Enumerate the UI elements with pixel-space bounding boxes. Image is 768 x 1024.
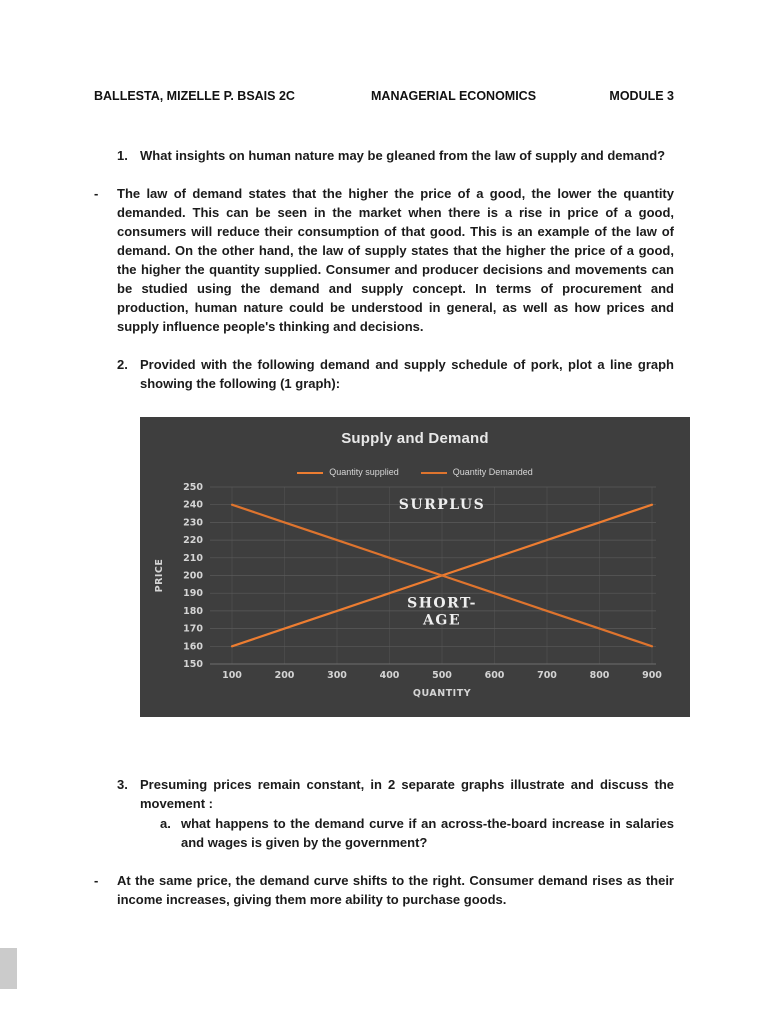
y-axis-title: PRICE	[154, 558, 165, 593]
legend-label-supplied: Quantity supplied	[329, 467, 399, 477]
y-tick-label: 190	[183, 588, 203, 600]
question-3	[94, 775, 674, 813]
answer-1	[94, 184, 674, 336]
question-2	[94, 355, 674, 393]
x-tick-label: 200	[274, 670, 295, 681]
header-subject: MANAGERIAL ECONOMICS	[371, 89, 537, 103]
page-edge-artifact	[0, 948, 17, 989]
y-tick-label: 170	[183, 623, 203, 635]
x-tick-label: 300	[327, 670, 347, 681]
y-tick-label: 200	[183, 570, 203, 582]
answer-3-bullet: -	[94, 873, 99, 888]
y-tick-label: 150	[183, 659, 203, 670]
chart-title: Supply and Demand	[341, 430, 489, 447]
answer-1-bullet: -	[94, 186, 99, 201]
y-tick-label: 250	[183, 482, 203, 493]
y-tick-label: 160	[183, 641, 203, 653]
answer-3-text: At the same price, the demand curve shifts to the right. Consumer demand rises as their income increases, giving them more ability to purchase goods.	[117, 873, 674, 907]
page-header	[94, 89, 674, 107]
header-module: MODULE 3	[609, 89, 674, 103]
question-1-text: What insights on human nature may be gleaned from the law of supply and demand?	[140, 148, 666, 163]
question-3-number: 3.	[117, 777, 128, 792]
question-1	[94, 146, 674, 165]
supply-demand-chart	[140, 417, 690, 717]
x-tick-label: 100	[222, 670, 242, 681]
x-tick-label: 600	[484, 670, 505, 681]
question-2-number: 2.	[117, 357, 128, 372]
header-author: BALLESTA, MIZELLE P. BSAIS 2C	[94, 89, 295, 103]
x-tick-label: 700	[537, 670, 557, 681]
question-3a-number: a.	[160, 816, 171, 831]
y-tick-label: 230	[183, 517, 203, 529]
question-1-number: 1.	[117, 148, 128, 163]
answer-1-text: The law of demand states that the higher the price of a good, the lower the quantity demanded. This can be seen in the market when there is a rise in price of a good, consumers will reduce their consumption of that good. This is an example of the law of demand. On the other hand, the law of supply states that the higher the price of a good, the higher the quantity supplied. Consumer and producer decisions and movements can be studied using the demand and supply concept. In terms of procurement and production, human nature could be understood in general, as well as how prices and supply influence people's thinking and decisions.	[117, 186, 674, 334]
y-tick-label: 210	[183, 552, 203, 564]
chart-annotation: SURPLUS	[398, 497, 486, 514]
x-tick-label: 800	[589, 670, 610, 681]
y-tick-label: 180	[183, 605, 203, 617]
x-tick-label: 500	[432, 670, 452, 681]
chart-plot-area	[140, 417, 690, 717]
chart-annotation: SHORT-AGE	[407, 595, 477, 629]
question-3a	[94, 814, 674, 852]
y-tick-label: 220	[183, 535, 203, 547]
question-3a-text: what happens to the demand curve if an across-the-board increase in salaries and wages is given by the government?	[181, 816, 674, 850]
answer-3	[94, 871, 674, 909]
document-body	[94, 146, 674, 909]
x-tick-label: 400	[379, 670, 400, 681]
question-2-text: Provided with the following demand and supply schedule of pork, plot a line graph showing the following (1 graph):	[140, 357, 674, 391]
x-tick-label: 900	[642, 670, 662, 681]
x-axis-title: QUANTITY	[412, 688, 472, 699]
legend-label-demanded: Quantity Demanded	[452, 467, 533, 477]
y-tick-label: 240	[183, 499, 203, 511]
question-3-text: Presuming prices remain constant, in 2 separate graphs illustrate and discuss the movement :	[140, 777, 674, 811]
